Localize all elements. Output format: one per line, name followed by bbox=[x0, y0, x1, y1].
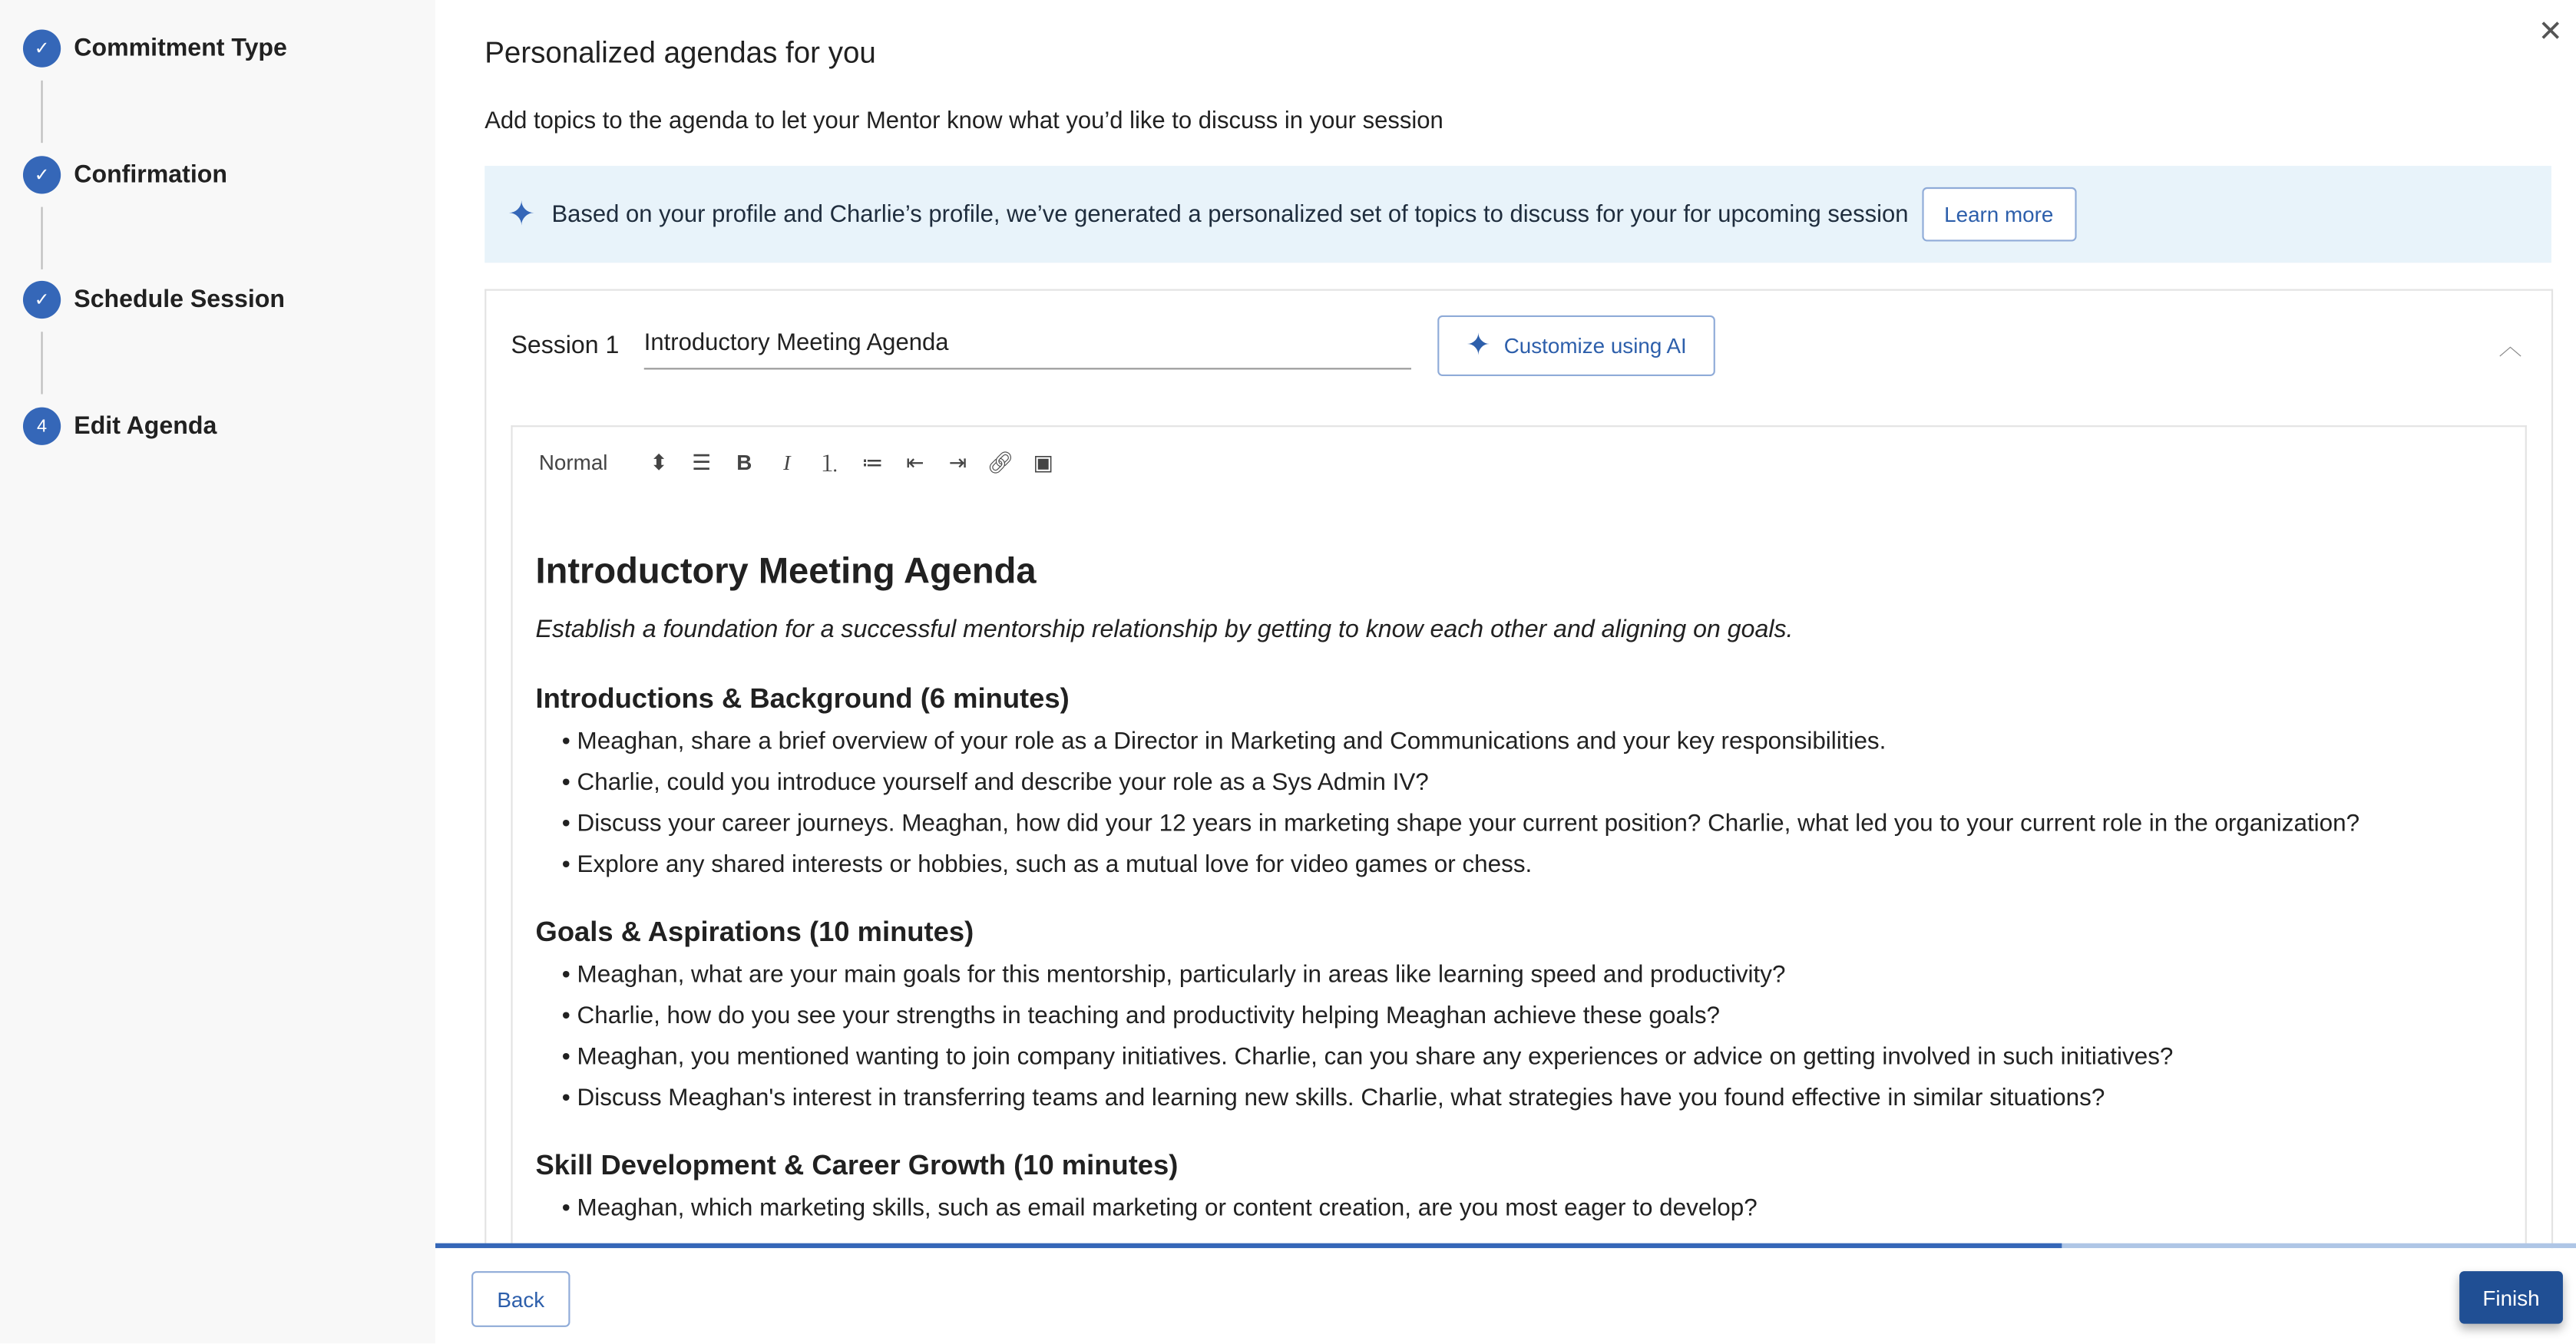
agenda-item: • Charlie, how do you see your strengths in teaching and productivity helping Meaghan achieve these goals? bbox=[562, 1003, 2492, 1031]
close-icon[interactable]: ✕ bbox=[2538, 15, 2563, 48]
bullet-list-icon[interactable]: ≔ bbox=[861, 449, 884, 474]
outdent-icon[interactable]: ⇤ bbox=[906, 449, 924, 474]
align-icon[interactable]: ☰ bbox=[692, 449, 712, 474]
customize-label: Customize using AI bbox=[1503, 333, 1687, 358]
editor-toolbar bbox=[539, 447, 1065, 478]
step-connector bbox=[41, 81, 42, 143]
customize-ai-button[interactable] bbox=[1437, 315, 1715, 376]
section-title: Skill Development & Career Growth (10 minutes) bbox=[535, 1149, 1179, 1181]
learn-more-button[interactable]: Learn more bbox=[1922, 187, 2076, 242]
agenda-item: • Charlie, could you introduce yourself and describe your role as a Sys Admin IV? bbox=[562, 771, 2492, 798]
rich-text-editor[interactable] bbox=[511, 425, 2526, 1281]
step-number: 4 bbox=[23, 408, 61, 445]
agenda-item: • Discuss your career journeys. Meaghan, how did your 12 years in marketing shape your current position? Charlie, what led you to your current role in the organization? bbox=[562, 811, 2492, 839]
step-label: Edit Agenda bbox=[74, 412, 217, 441]
back-button[interactable]: Back bbox=[471, 1271, 570, 1327]
step-confirmation[interactable] bbox=[23, 156, 227, 193]
agenda-heading: Introductory Meeting Agenda bbox=[535, 550, 1037, 592]
banner-text: Based on your profile and Charlie’s profile, we’ve generated a personalized set of topics to discuss for your for upcoming session bbox=[551, 201, 1909, 228]
ai-info-banner bbox=[484, 166, 2551, 263]
select-arrows-icon[interactable]: ⬍ bbox=[650, 449, 668, 474]
step-connector bbox=[41, 207, 42, 269]
agenda-item: • Meaghan, you mentioned wanting to join company initiatives. Charlie, can you share any experiences or advice on getting involved in such initiatives? bbox=[562, 1045, 2492, 1072]
chevron-up-icon[interactable]: ︿ bbox=[2498, 333, 2522, 360]
indent-icon[interactable]: ⇥ bbox=[948, 449, 967, 474]
main-panel bbox=[435, 0, 2576, 1343]
finish-button[interactable]: Finish bbox=[2459, 1271, 2563, 1323]
check-icon: ✓ bbox=[23, 281, 61, 319]
check-icon: ✓ bbox=[23, 156, 61, 193]
step-connector bbox=[41, 332, 42, 394]
footer bbox=[435, 1248, 2576, 1343]
agenda-section bbox=[536, 683, 2492, 880]
page-title: Personalized agendas for you bbox=[484, 36, 876, 69]
step-commitment-type[interactable] bbox=[23, 30, 287, 68]
agenda-item: • Meaghan, share a brief overview of your role as a Director in Marketing and Communications and your key responsibilities. bbox=[562, 729, 2492, 757]
page-subtitle: Add topics to the agenda to let your Mentor know what you’d like to discuss in your session bbox=[484, 108, 1443, 135]
format-select[interactable]: Normal bbox=[538, 450, 608, 475]
step-schedule-session[interactable] bbox=[23, 281, 285, 319]
agenda-section bbox=[536, 1150, 2492, 1223]
sparkle-icon: ✦ bbox=[1466, 328, 1491, 362]
sparkle-icon: ✦ bbox=[508, 196, 536, 233]
step-edit-agenda[interactable] bbox=[23, 408, 217, 445]
stepper-sidebar bbox=[0, 0, 435, 1343]
agenda-intro: Establish a foundation for a successful mentorship relationship by getting to know each other and aligning on goals. bbox=[535, 616, 1794, 644]
image-icon[interactable]: ▣ bbox=[1033, 449, 1053, 474]
link-icon[interactable]: 🔗︎ bbox=[987, 449, 1014, 474]
agenda-section bbox=[536, 916, 2492, 1114]
session-label: Session 1 bbox=[511, 332, 620, 360]
session-title-input[interactable]: Introductory Meeting Agenda bbox=[644, 330, 1411, 369]
agenda-item: • Meaghan, which marketing skills, such as email marketing or content creation, are you most eager to develop? bbox=[562, 1196, 2492, 1223]
check-icon: ✓ bbox=[23, 30, 61, 68]
editor-content[interactable] bbox=[536, 550, 2492, 1260]
agenda-item: • Explore any shared interests or hobbies, such as a mutual love for video games or chess. bbox=[562, 853, 2492, 880]
agenda-item: • Discuss Meaghan's interest in transferring teams and learning new skills. Charlie, what strategies have you found effective in similar situations? bbox=[562, 1085, 2492, 1113]
ordered-list-icon[interactable]: ⒈ bbox=[818, 451, 841, 477]
step-label: Schedule Session bbox=[74, 286, 286, 314]
step-label: Confirmation bbox=[74, 160, 227, 190]
section-title: Introductions & Background (6 minutes) bbox=[535, 683, 1070, 715]
session-card bbox=[484, 289, 2553, 1276]
step-label: Commitment Type bbox=[74, 34, 287, 63]
section-title: Goals & Aspirations (10 minutes) bbox=[535, 916, 974, 948]
italic-icon[interactable]: I bbox=[783, 449, 791, 474]
bold-icon[interactable]: B bbox=[736, 450, 752, 475]
agenda-item: • Meaghan, what are your main goals for this mentorship, particularly in areas like learning speed and productivity? bbox=[562, 963, 2492, 990]
